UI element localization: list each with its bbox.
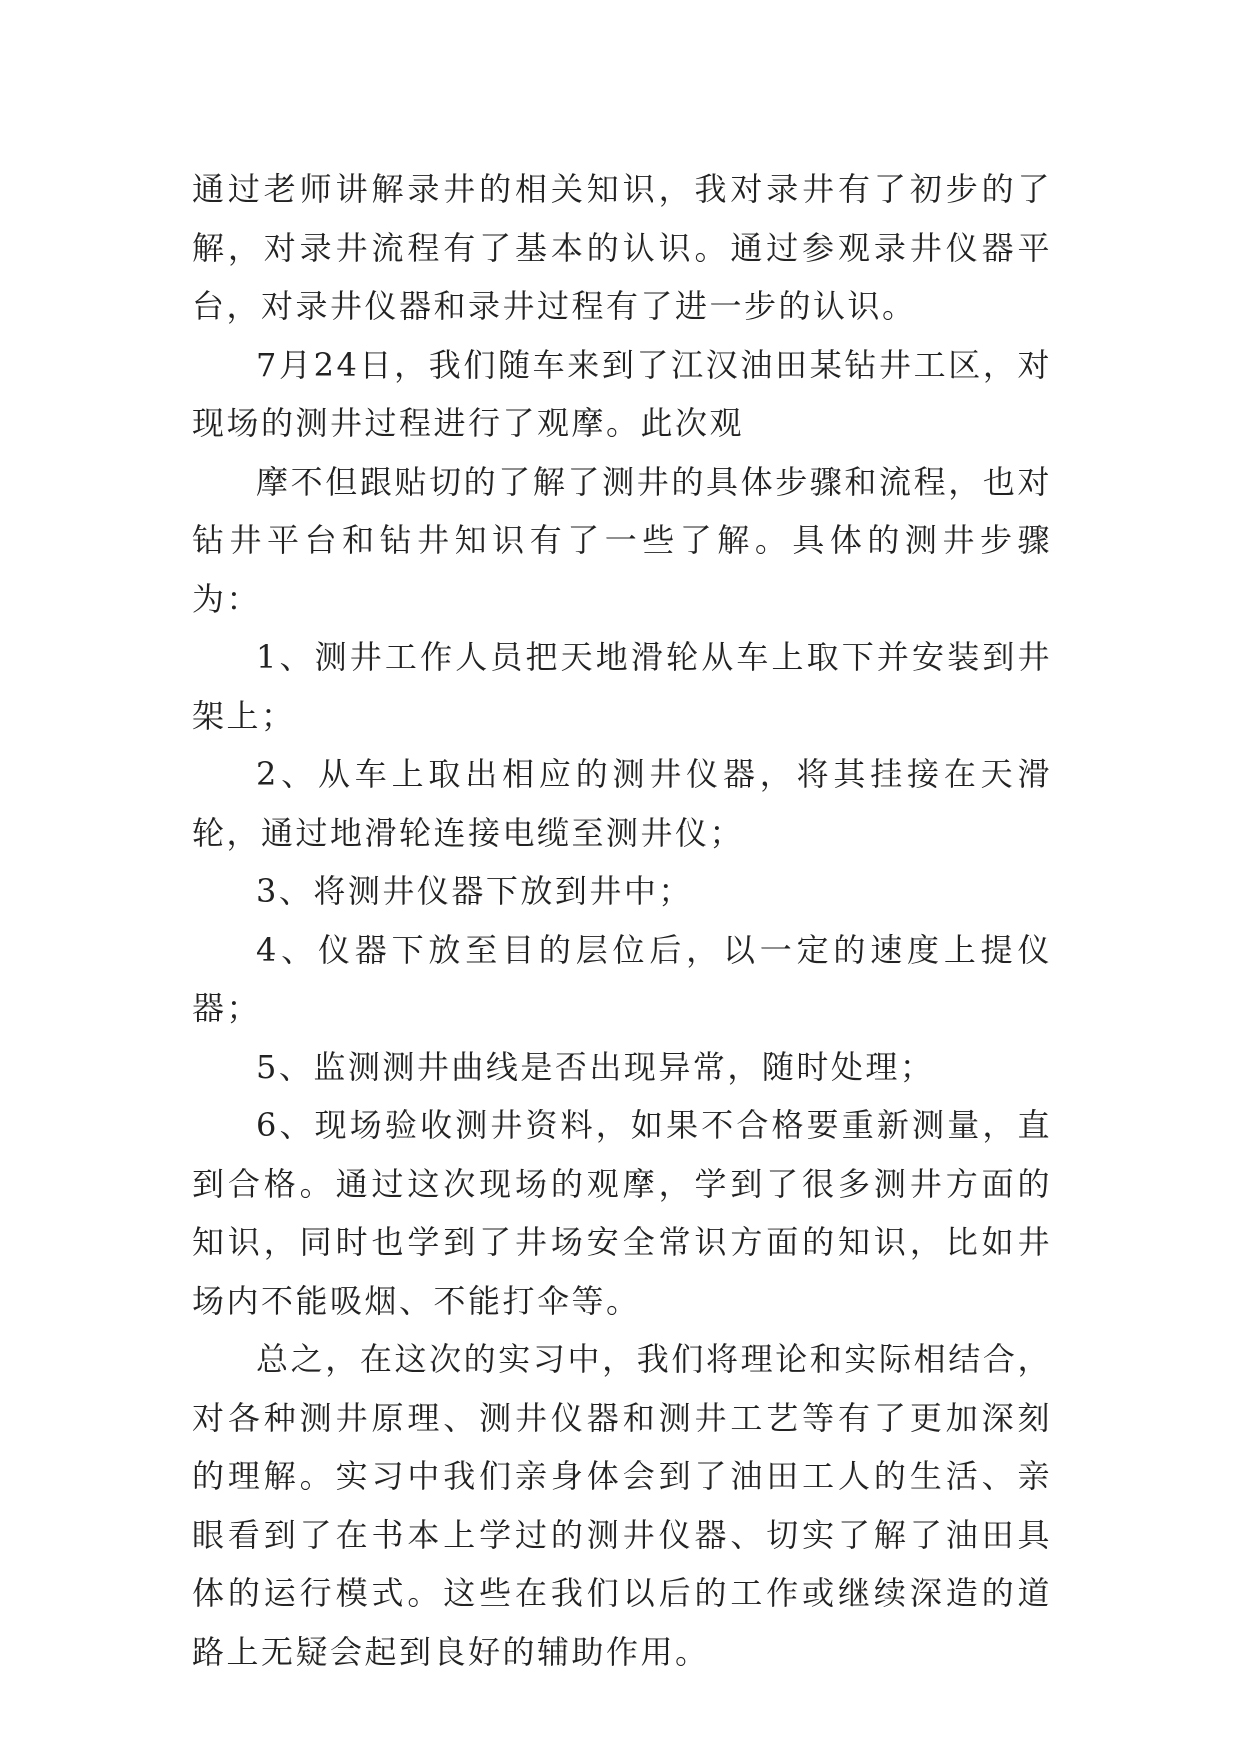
paragraph-logging-knowledge: 通过老师讲解录井的相关知识，我对录井有了初步的了解，对录井流程有了基本的认识。通过参观录井仪器平台，对录井仪器和录井过程有了进一步的认识。 [192, 170, 1052, 325]
paragraph-step-5: 5、监测测井曲线是否出现异常，随时处理； [256, 1047, 935, 1086]
paragraph-step-6: 6、现场验收测井资料，如果不合格要重新测量，直到合格。通过这次现场的观摩，学到了很多测井方面的知识，同时也学到了井场安全常识方面的知识，比如井场内不能吸烟、不能打伞等。 [192, 1106, 1052, 1320]
paragraph-summary: 总之，在这次的实习中，我们将理论和实际相结合，对各种测井原理、测井仪器和测井工艺等有了更加深刻的理解。实习中我们亲身体会到了油田工人的生活、亲眼看到了在书本上学过的测井仪器、切实了解了油田具体的运行模式。这些在我们以后的工作或继续深造的道路上无疑会起到良好的辅助作用。 [192, 1340, 1052, 1671]
paragraph-step-3: 3、将测井仪器下放到井中； [256, 872, 693, 910]
paragraph-site-visit: 7月24日，我们随车来到了江汉油田某钻井工区，对现场的测井过程进行了观摩。此次观 [192, 345, 1052, 442]
paragraph-step-4: 4、仪器下放至目的层位后，以一定的速度上提仪器； [192, 930, 1052, 1027]
document-body [192, 160, 1052, 1681]
paragraph-observation: 摩不但跟贴切的了解了测井的具体步骤和流程，也对钻井平台和钻井知识有了一些了解。具体的测井步骤为： [192, 462, 1052, 618]
paragraph-step-2: 2、从车上取出相应的测井仪器，将其挂接在天滑轮，通过地滑轮连接电缆至测井仪； [192, 755, 1052, 852]
paragraph-step-1: 1、测井工作人员把天地滑轮从车上取下并安装到井架上； [192, 638, 1052, 735]
